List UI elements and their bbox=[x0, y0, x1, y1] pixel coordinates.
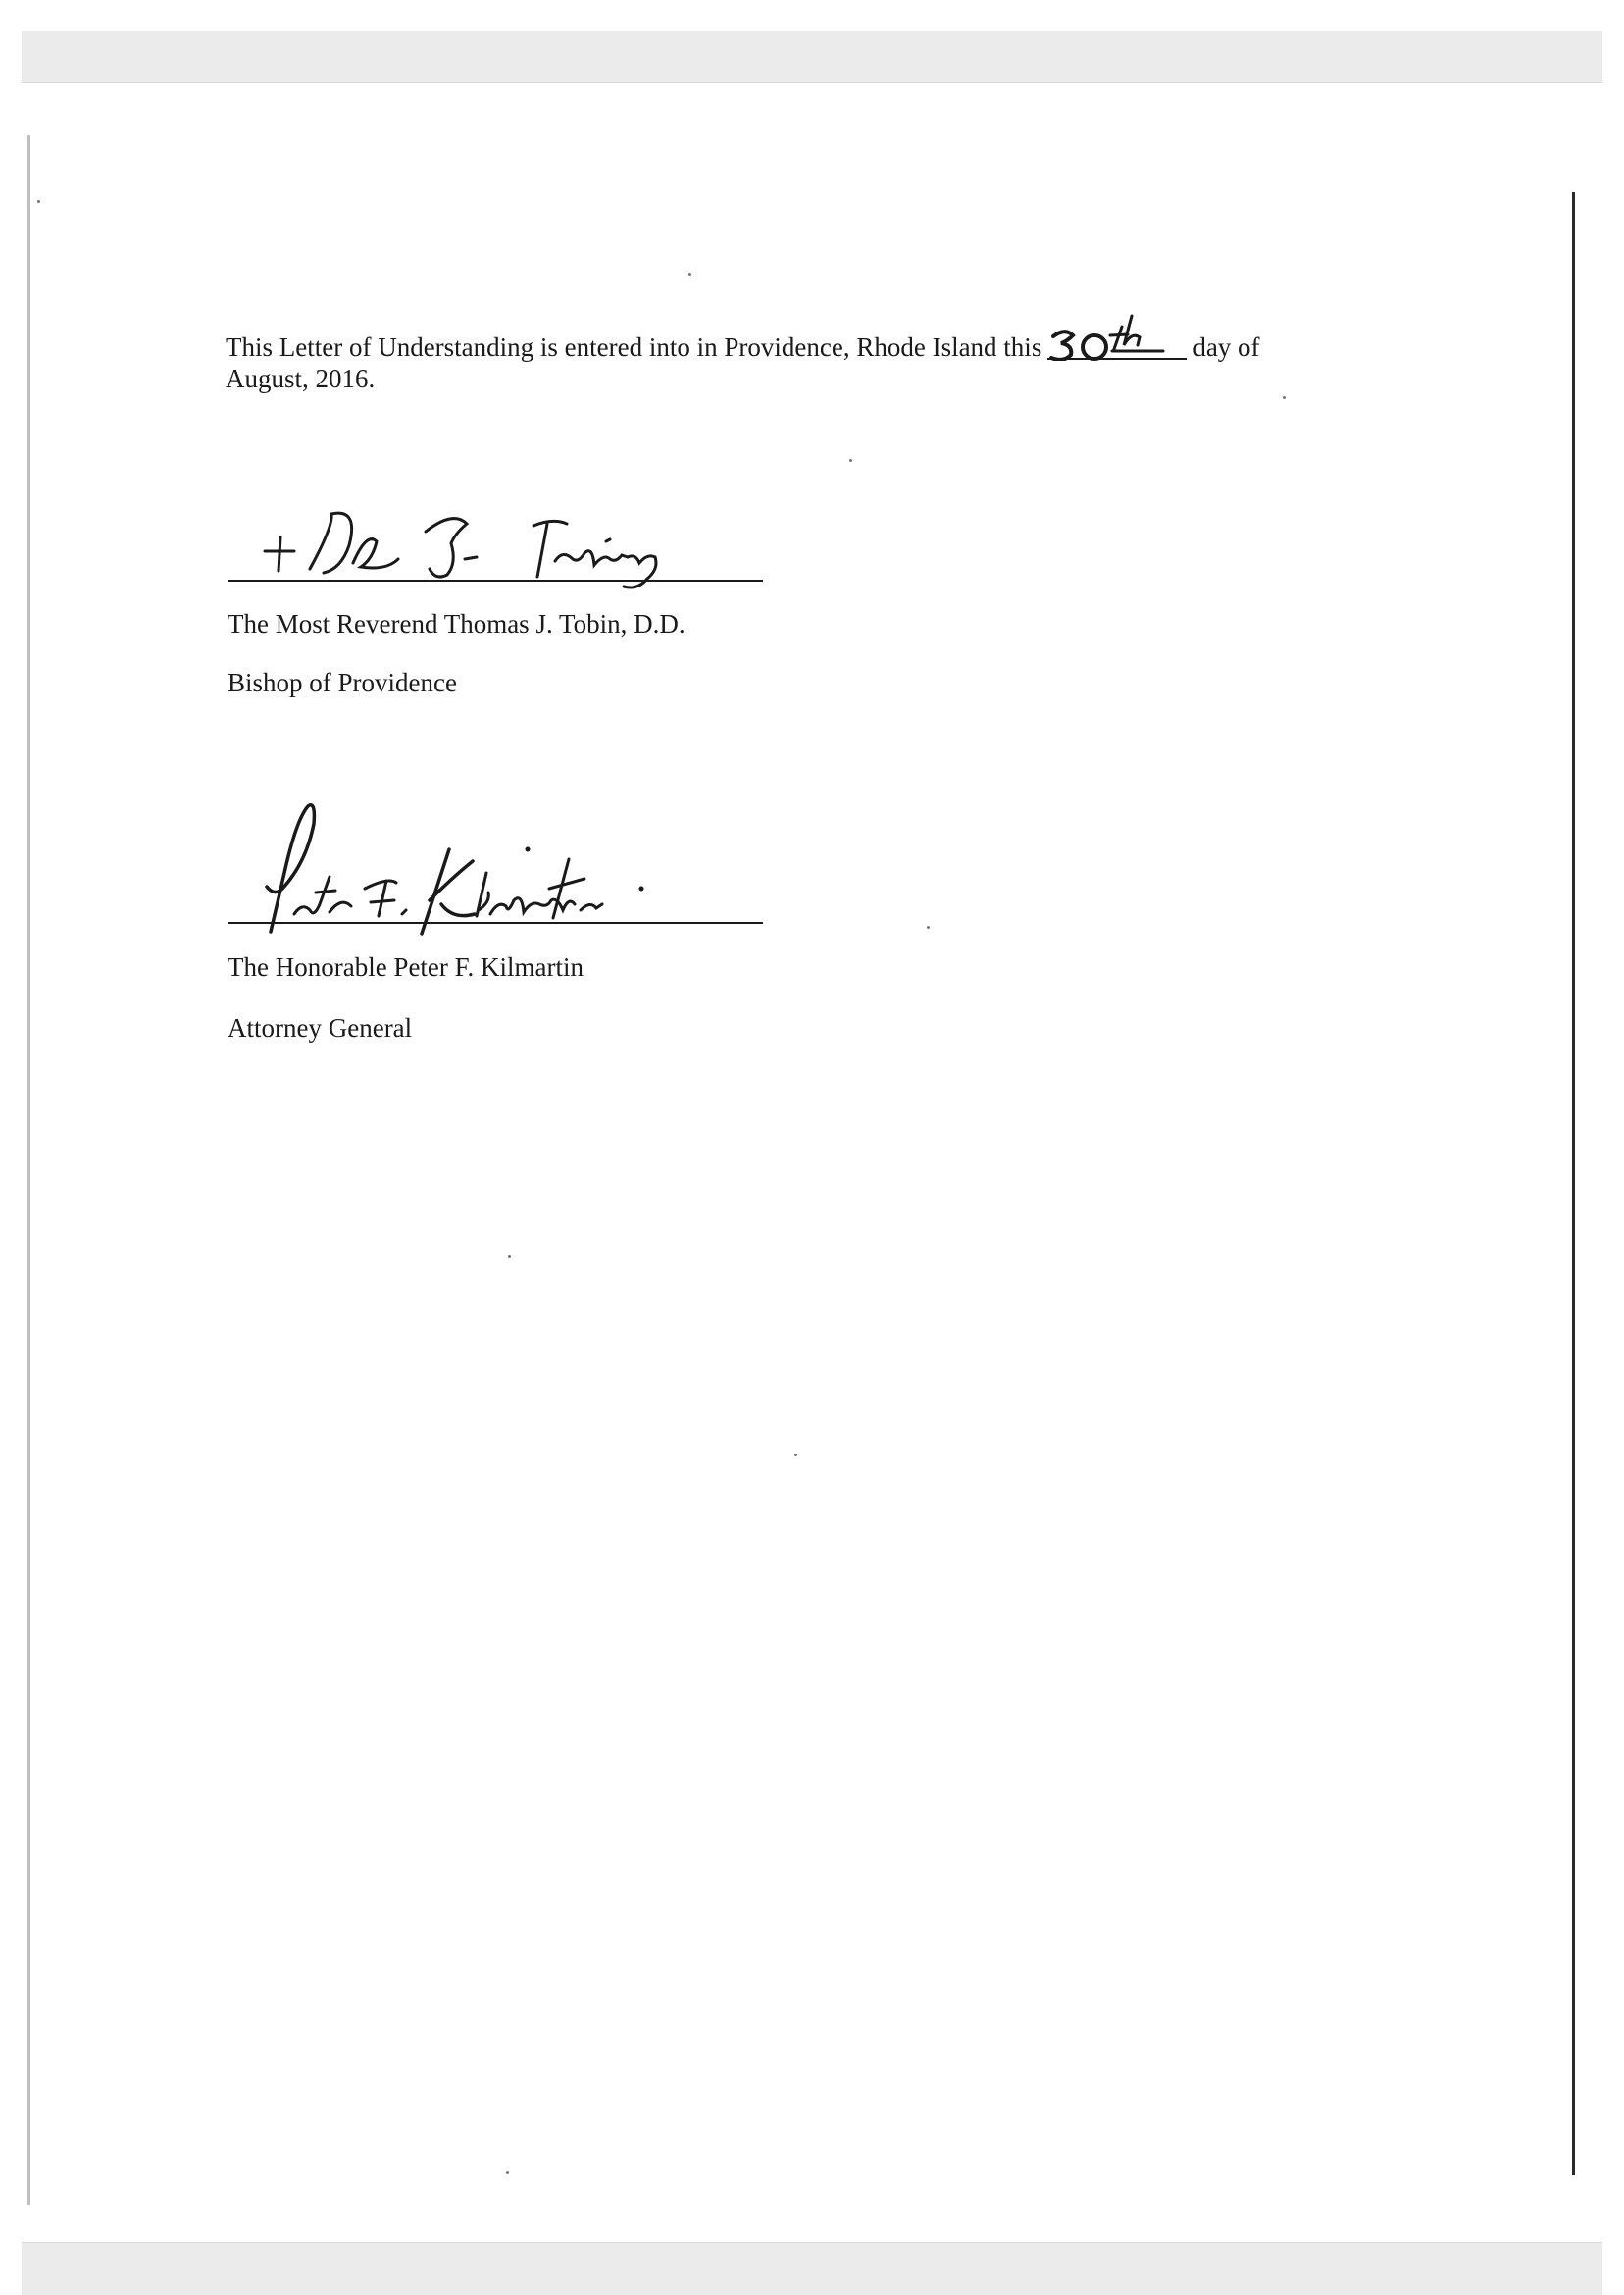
scan-speck bbox=[688, 273, 691, 276]
paragraph-text-end: day of bbox=[1193, 332, 1260, 362]
scan-border-bottom bbox=[22, 2242, 1602, 2295]
signature-tobin bbox=[251, 475, 712, 602]
paragraph-text-line2: August, 2016. bbox=[226, 364, 376, 393]
signature-kilmartin bbox=[257, 794, 718, 942]
signatory-name-tobin: The Most Reverend Thomas J. Tobin, D.D. bbox=[228, 609, 685, 638]
signatory-name-kilmartin: The Honorable Peter F. Kilmartin bbox=[228, 952, 584, 982]
scan-border-top bbox=[22, 31, 1602, 83]
signature-line-kilmartin bbox=[228, 922, 763, 924]
scan-speck bbox=[1283, 396, 1286, 399]
scan-speck bbox=[506, 2171, 509, 2174]
day-blank bbox=[1047, 332, 1187, 363]
scan-speck bbox=[849, 459, 852, 462]
scan-speck bbox=[794, 1454, 797, 1456]
scan-speck bbox=[927, 926, 930, 929]
page-edge-right bbox=[1572, 192, 1575, 2175]
scan-speck bbox=[37, 200, 40, 203]
handwritten-day bbox=[1043, 302, 1191, 361]
signature-line-tobin bbox=[228, 580, 763, 582]
page-edge-left bbox=[27, 135, 30, 2205]
paragraph-text-start: This Letter of Understanding is entered into in Providence, Rhode Island this bbox=[226, 332, 1042, 362]
signatory-title-kilmartin: Attorney General bbox=[228, 1013, 413, 1043]
signatory-title-tobin: Bishop of Providence bbox=[228, 668, 457, 697]
agreement-paragraph bbox=[226, 332, 1260, 394]
scan-speck bbox=[508, 1255, 511, 1258]
